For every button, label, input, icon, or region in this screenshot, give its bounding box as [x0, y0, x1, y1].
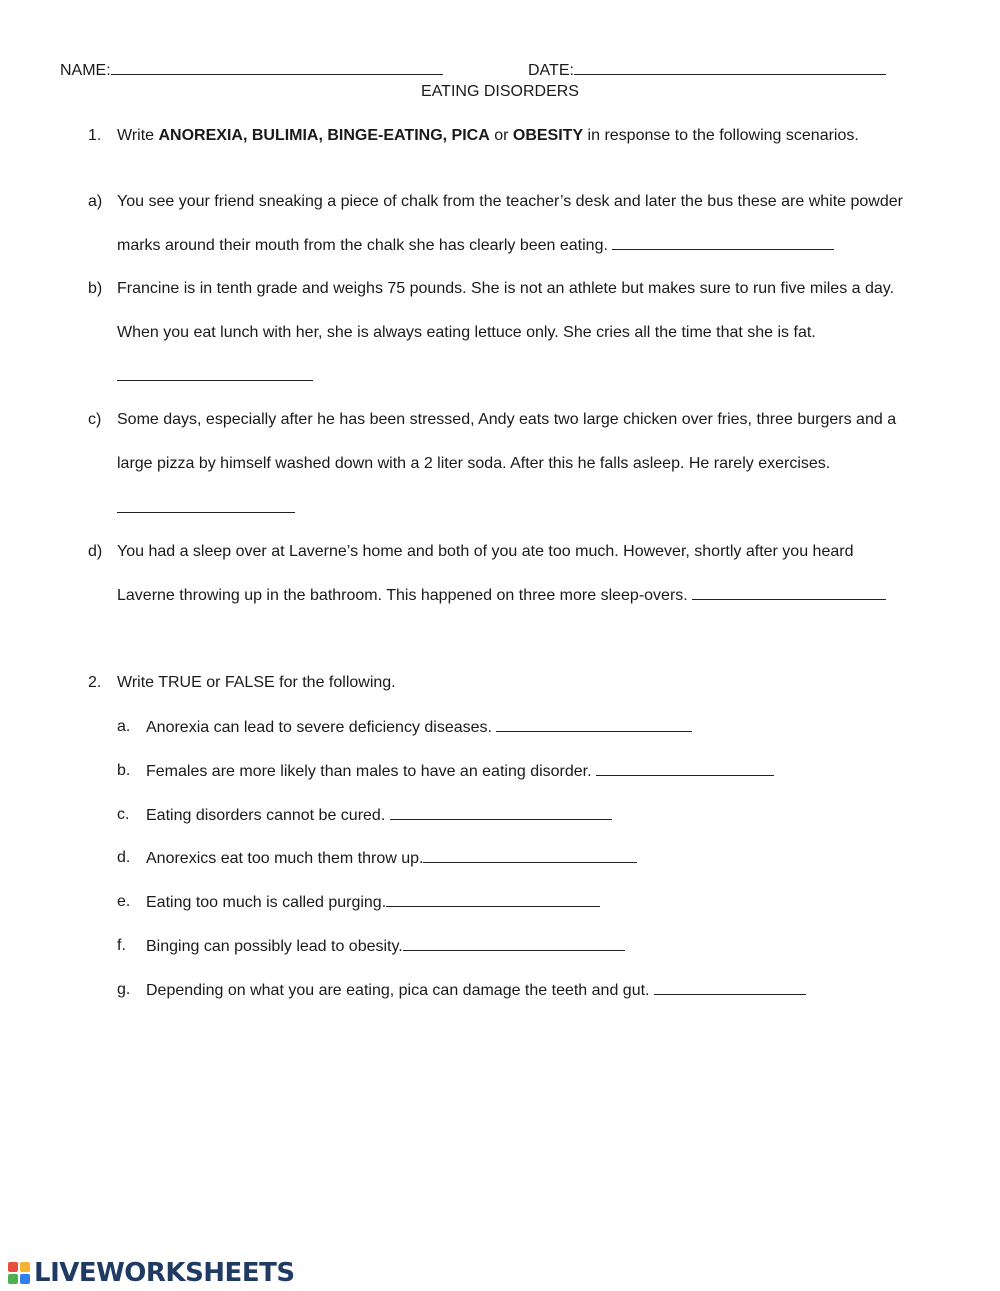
q1b-answer-blank[interactable]	[117, 366, 313, 381]
name-label: NAME:	[60, 62, 111, 79]
q1a-answer-blank[interactable]	[612, 235, 834, 250]
q1c-line2: large pizza by himself washed down with a 2 liter soda. After this he falls asleep. He rarely exercises.	[117, 455, 831, 472]
q2a-letter: a.	[117, 718, 131, 735]
q2c-text: Eating disorders cannot be cured.	[146, 807, 390, 824]
q1d-line2: Laverne throwing up in the bathroom. This happened on three more sleep-overs.	[117, 587, 688, 604]
q1b-line2: When you eat lunch with her, she is always eating lettuce only. She cries all the time that she is fat.	[117, 324, 816, 341]
name-blank[interactable]	[111, 60, 443, 75]
q2-intro: Write TRUE or FALSE for the following.	[117, 674, 396, 691]
name-row	[60, 60, 443, 81]
q1c-line1: Some days, especially after he has been stressed, Andy eats two large chicken over fries, three burgers and a	[117, 411, 897, 428]
q2a-text: Anorexia can lead to severe deficiency diseases.	[146, 719, 497, 736]
q2a-answer-blank[interactable]	[496, 717, 692, 732]
q2f-letter: f.	[117, 937, 126, 954]
q2g-text: Depending on what you are eating, pica can damage the teeth and gut.	[146, 982, 654, 999]
logo-square-red	[8, 1262, 18, 1272]
q1-intro	[117, 126, 859, 146]
q1a-line1: You see your friend sneaking a piece of chalk from the teacher’s desk and later the bus these are white powder	[117, 193, 903, 210]
q2g-letter: g.	[117, 981, 131, 998]
brand-name: LIVEWORKSHEETS	[34, 1258, 295, 1288]
date-blank[interactable]	[574, 60, 886, 75]
logo-square-blue	[20, 1274, 30, 1284]
q1a-line2: marks around their mouth from the chalk she has clearly been eating.	[117, 237, 608, 254]
q2d-row	[146, 848, 637, 869]
q1a-letter: a)	[88, 193, 103, 210]
q2d-answer-blank[interactable]	[423, 848, 637, 863]
q2c-row	[146, 805, 612, 826]
q2g-row	[146, 980, 806, 1001]
q2a-row	[146, 717, 692, 738]
q2b-text: Females are more likely than males to have an eating disorder.	[146, 763, 597, 780]
q1d-line1: You had a sleep over at Laverne’s home and both of you ate too much. However, shortly after you heard	[117, 543, 854, 560]
logo-squares-icon	[8, 1262, 30, 1284]
page-title: EATING DISORDERS	[421, 83, 579, 100]
q2e-answer-blank[interactable]	[386, 892, 600, 907]
q1d-letter: d)	[88, 543, 103, 560]
logo-square-green	[8, 1274, 18, 1284]
q1c-answer-blank[interactable]	[117, 498, 295, 513]
q2g-answer-blank[interactable]	[654, 980, 806, 995]
q2b-answer-blank[interactable]	[596, 761, 774, 776]
q2d-text: Anorexics eat too much them throw up.	[146, 850, 424, 867]
q2f-text: Binging can possibly lead to obesity.	[146, 938, 403, 955]
q2-number: 2.	[88, 674, 102, 691]
q2f-row	[146, 936, 625, 957]
q2b-letter: b.	[117, 762, 131, 779]
q2c-letter: c.	[117, 806, 130, 823]
q1c-letter: c)	[88, 411, 102, 428]
q1-option-last: OBESITY	[512, 127, 584, 144]
q1-number: 1.	[88, 127, 102, 144]
logo-square-yellow	[20, 1262, 30, 1272]
q2e-text: Eating too much is called purging.	[146, 894, 387, 911]
q1b-line1: Francine is in tenth grade and weighs 75 pounds. She is not an athlete but makes sure to run five miles a day.	[117, 280, 895, 297]
liveworksheets-logo[interactable]	[8, 1258, 295, 1288]
q2e-letter: e.	[117, 893, 131, 910]
q2e-row	[146, 892, 600, 913]
q1-intro-suffix: in response to the following scenarios.	[583, 127, 859, 144]
q1c-answer-row	[117, 498, 295, 519]
q2b-row	[146, 761, 774, 782]
date-label: DATE:	[528, 62, 574, 79]
q1b-answer-row	[117, 366, 313, 387]
q1d-line2-row	[117, 585, 886, 606]
q1b-letter: b)	[88, 280, 103, 297]
q1-intro-prefix: Write	[117, 127, 159, 144]
q1-options: ANOREXIA, BULIMIA, BINGE-EATING, PICA	[158, 127, 490, 144]
q2c-answer-blank[interactable]	[390, 805, 612, 820]
date-row	[528, 60, 886, 81]
q2d-letter: d.	[117, 849, 131, 866]
q1a-line2-row	[117, 235, 834, 256]
q1-or: or	[489, 127, 513, 144]
q1d-answer-blank[interactable]	[692, 585, 886, 600]
q2f-answer-blank[interactable]	[403, 936, 625, 951]
